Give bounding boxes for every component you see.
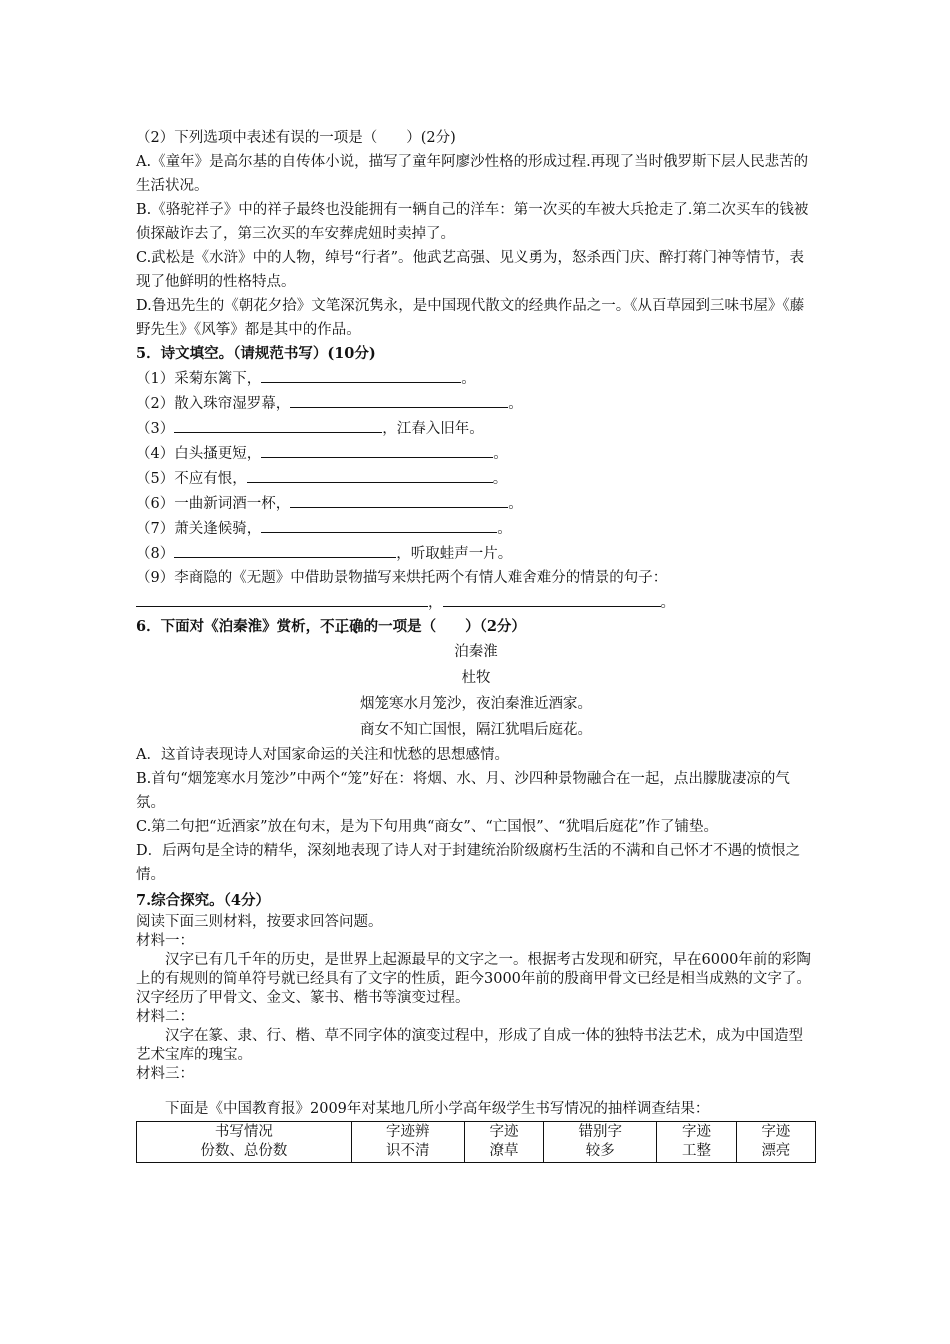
material-2-label: 材料二：: [136, 1009, 194, 1025]
q5-item-pre: （3）: [136, 421, 175, 437]
q6-option-a: A．这首诗表现诗人对国家命运的关注和忧愁的思想感情。: [136, 747, 509, 763]
poem-line: 烟笼寒水月笼沙，夜泊秦淮近酒家。: [360, 696, 592, 712]
poem-line: 商女不知亡国恨，隔江犹唱后庭花。: [360, 722, 592, 738]
q7-intro: 阅读下面三则材料，按要求回答问题。: [136, 914, 383, 930]
q5-item-pre: （2）散入珠帘湿罗幕，: [136, 396, 291, 412]
q6-title-post: 的一项是（ ）（2分）: [363, 618, 526, 635]
q5-item-pre: （1）采菊东篱下，: [136, 371, 262, 387]
table-header-cell: 字迹辨 识不清: [351, 1122, 464, 1163]
answer-blank[interactable]: [174, 541, 396, 558]
q6-emphasis-char: 确: [349, 618, 364, 635]
q5-item-6: [136, 491, 816, 516]
q6-title-pre: 6．下面对《泊秦淮》赏析，: [136, 618, 321, 635]
material-1-text: 汉字已有几千年的历史，是世界上起源最早的文字之一。根据考古发现和研究，早在6000年前的彩陶上的有规则的简单符号就已经具有了文字的性质，距今3000年前的殷商甲骨文已经是相当成熟的文字了。汉字经历了甲骨文、金文、篆书、楷书等演变过程。: [136, 952, 811, 1006]
q5-item-3: [136, 416, 816, 441]
q7-title: 7.综合探究。（4分）: [136, 892, 270, 909]
q5-item-9-end: 。: [660, 595, 675, 611]
q4-2-option-c: C.武松是《水浒》中的人物，绰号“行者”。他武艺高强、见义勇为，怒杀西门庆、醉打蒋门神等情节，表现了他鲜明的性格特点。: [136, 250, 805, 290]
answer-blank[interactable]: [261, 366, 461, 383]
answer-blank[interactable]: [261, 441, 493, 458]
answer-blank[interactable]: [443, 590, 661, 607]
table-header-cell: 字迹 潦草: [464, 1122, 543, 1163]
q5-item-pre: （8）: [136, 546, 175, 562]
q5-item-post: 。: [497, 521, 512, 537]
poem-title: 泊秦淮: [454, 644, 498, 660]
q5-item-post: 。: [492, 471, 508, 487]
q5-item-pre: （6）一曲新词酒一杯，: [136, 496, 291, 512]
answer-blank[interactable]: [290, 391, 508, 408]
answer-blank[interactable]: [136, 590, 428, 607]
material-3-text: 下面是《中国教育报》2009年对某地几所小学高年级学生书写情况的抽样调查结果：: [165, 1101, 710, 1117]
material-2-text: 汉字在篆、隶、行、楷、草不同字体的演变过程中，形成了自成一体的独特书法艺术，成为中国造型艺术宝库的瑰宝。: [136, 1028, 803, 1063]
q5-item-post: 。: [461, 371, 476, 387]
answer-blank[interactable]: [247, 466, 493, 483]
q6-title: [136, 615, 816, 639]
q5-item-pre: （7）萧关逢候骑，: [136, 521, 262, 537]
q5-item-post: ，江春入旧年。: [382, 421, 484, 437]
q5-title: 5．诗文填空。（请规范书写）(10分): [136, 345, 376, 362]
q5-item-8: [136, 541, 816, 566]
q5-item-5: [136, 466, 816, 491]
q5-item-2: [136, 391, 816, 416]
material-1-label: 材料一：: [136, 933, 194, 949]
q5-item-pre: （4）白头搔更短，: [136, 446, 262, 462]
q5-item-post: 。: [493, 446, 508, 462]
answer-blank[interactable]: [174, 416, 382, 433]
q6-option-d: D．后两句是全诗的精华，深刻地表现了诗人对于封建统治阶级腐朽生活的不满和自己怀才不遇的愤恨之情。: [136, 843, 801, 883]
q5-item-9: （9）李商隐的《无题》中借助景物描写来烘托两个有情人难舍难分的情景的句子：: [136, 570, 668, 586]
answer-blank[interactable]: [290, 491, 508, 508]
q6-emphasis-char: 正: [334, 618, 350, 635]
table-header-cell: 字迹 工整: [657, 1122, 736, 1163]
table-header-cell: 书写情况 份数、总份数: [137, 1122, 352, 1163]
q4-2-option-b: B.《骆驼祥子》中的祥子最终也没能拥有一辆自己的洋车：第一次买的车被大兵抢走了.第二次买车的钱被侦探敲诈去了，第三次买的车安葬虎妞时卖掉了。: [136, 202, 809, 242]
q6-option-b: B.首句“烟笼寒水月笼沙”中两个“笼”好在：将烟、水、月、沙四种景物融合在一起，点出朦胧凄凉的气氛。: [136, 771, 790, 811]
survey-table: [136, 1121, 816, 1163]
poem-author: 杜牧: [461, 670, 491, 686]
q6-emphasis-char: 不: [320, 618, 335, 635]
q6-option-c: C.第二句把“近酒家”放在句末，是为下句用典“商女”、“亡国恨”、“犹唱后庭花”作了铺垫。: [136, 819, 718, 835]
q5-item-post: 。: [508, 396, 523, 412]
q5-item-1: [136, 366, 816, 391]
q4-2-stem: （2）下列选项中表述有误的一项是（ ）(2分): [136, 130, 456, 146]
q5-item-post: 。: [508, 496, 523, 512]
q4-2-option-a: A.《童年》是高尔基的自传体小说，描写了童年阿廖沙性格的形成过程.再现了当时俄罗斯下层人民悲苦的生活状况。: [136, 154, 809, 194]
table-header-cell: 字迹 漂亮: [736, 1122, 815, 1163]
q5-item-4: [136, 441, 816, 466]
table-header-cell: 错别字 较多: [544, 1122, 657, 1163]
q5-item-9-sep: ，: [428, 595, 443, 611]
material-3-label: 材料三：: [136, 1066, 194, 1082]
table-header-row: [137, 1122, 816, 1163]
exam-page: [136, 126, 816, 1163]
q5-item-post: ，听取蛙声一片。: [396, 546, 513, 562]
q5-item-9-answer: [136, 590, 816, 615]
q4-2-option-d: D.鲁迅先生的《朝花夕拾》文笔深沉隽永，是中国现代散文的经典作品之一。《从百草园到三味书屋》《藤野先生》《风筝》都是其中的作品。: [136, 298, 805, 338]
answer-blank[interactable]: [261, 516, 497, 533]
q5-item-pre: （5）不应有恨，: [136, 471, 247, 487]
q5-item-7: [136, 516, 816, 541]
